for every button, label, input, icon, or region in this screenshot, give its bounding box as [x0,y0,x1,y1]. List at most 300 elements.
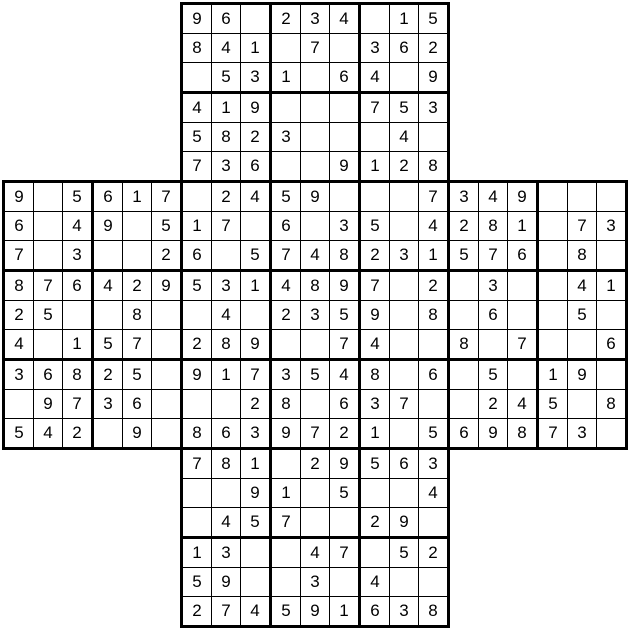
cell-r11c10[interactable] [301,330,330,360]
inactive-filler [568,152,597,182]
cell-r10c18[interactable] [538,301,568,330]
cell-r12c4: 5 [123,360,152,390]
inactive-filler [597,63,627,93]
cell-r8c11: 8 [330,241,360,271]
cell-r8c1[interactable] [34,241,63,271]
inactive-filler [152,34,182,63]
cell-r4c11[interactable] [330,123,360,152]
cell-r11c20: 6 [597,330,627,360]
cell-r9c2: 6 [63,271,93,301]
cell-r14c12: 1 [360,419,390,449]
cell-r14c14: 5 [419,419,449,449]
cell-r6c11[interactable] [330,182,360,212]
cell-r12c14: 6 [419,360,449,390]
cell-r14c4: 9 [123,419,152,449]
inactive-filler [4,597,34,627]
cell-r4c6: 5 [182,123,212,152]
cell-r7c18[interactable] [538,212,568,241]
inactive-filler [123,479,152,508]
inactive-filler [152,63,182,93]
cell-r11c9[interactable] [271,330,301,360]
cell-r3c12: 7 [360,93,390,123]
cell-r1c9[interactable] [271,34,301,63]
cell-r8c8: 5 [241,241,271,271]
inactive-filler [479,152,508,182]
cell-r12c17[interactable] [508,360,538,390]
cell-r6c12[interactable] [360,182,390,212]
inactive-filler [449,538,479,568]
inactive-filler [152,597,182,627]
cell-r5c14: 8 [419,152,449,182]
cell-r18c13: 5 [390,538,419,568]
inactive-filler [63,449,93,479]
inactive-filler [538,63,568,93]
inactive-filler [568,449,597,479]
inactive-filler [597,152,627,182]
cell-r5c11: 9 [330,152,360,182]
cell-r15c12: 5 [360,449,390,479]
cell-r8c3[interactable] [93,241,123,271]
cell-r11c13[interactable] [390,330,419,360]
cell-r14c3[interactable] [93,419,123,449]
cell-r12c20[interactable] [597,360,627,390]
inactive-filler [63,4,93,34]
cell-r17c11[interactable] [330,508,360,538]
inactive-filler [4,508,34,538]
inactive-filler [93,508,123,538]
cell-r20c8: 4 [241,597,271,627]
cell-r6c6[interactable] [182,182,212,212]
inactive-filler [63,479,93,508]
cell-r0c11: 4 [330,4,360,34]
cell-r19c12: 4 [360,568,390,597]
cell-r13c17: 4 [508,390,538,419]
cell-r14c17: 8 [508,419,538,449]
cell-r8c7[interactable] [212,241,241,271]
inactive-filler [538,568,568,597]
cell-r11c6: 2 [182,330,212,360]
cell-r8c20[interactable] [597,241,627,271]
inactive-filler [568,568,597,597]
inactive-filler [93,93,123,123]
cell-r17c12: 2 [360,508,390,538]
cell-r20c11: 1 [330,597,360,627]
inactive-filler [508,4,538,34]
cell-r6c20[interactable] [597,182,627,212]
inactive-filler [479,123,508,152]
cell-r8c13: 3 [390,241,419,271]
inactive-filler [538,597,568,627]
inactive-filler [63,34,93,63]
inactive-filler [34,568,63,597]
inactive-filler [123,123,152,152]
inactive-filler [123,568,152,597]
inactive-filler [4,152,34,182]
cell-r12c15[interactable] [449,360,479,390]
cell-r20c12: 6 [360,597,390,627]
cell-r7c11: 3 [330,212,360,241]
cell-r0c6: 9 [182,4,212,34]
cell-r10c8[interactable] [241,301,271,330]
cell-r11c8: 9 [241,330,271,360]
cell-r11c15: 8 [449,330,479,360]
cell-r10c7: 4 [212,301,241,330]
inactive-filler [93,597,123,627]
inactive-filler [449,508,479,538]
cell-r4c12[interactable] [360,123,390,152]
cell-r18c9[interactable] [271,538,301,568]
cell-r7c10[interactable] [301,212,330,241]
inactive-filler [93,538,123,568]
inactive-filler [538,4,568,34]
cell-r6c17: 9 [508,182,538,212]
inactive-filler [63,568,93,597]
cell-r19c9[interactable] [271,568,301,597]
cell-r15c11: 9 [330,449,360,479]
inactive-filler [508,568,538,597]
cell-r18c11: 7 [330,538,360,568]
inactive-filler [63,152,93,182]
inactive-filler [123,597,152,627]
cell-r13c15[interactable] [449,390,479,419]
cell-r13c18: 5 [538,390,568,419]
cell-r0c8[interactable] [241,4,271,34]
cell-r12c12: 8 [360,360,390,390]
cell-r6c18[interactable] [538,182,568,212]
cell-r17c14[interactable] [419,508,449,538]
inactive-filler [508,508,538,538]
cell-r6c10: 9 [301,182,330,212]
inactive-filler [4,34,34,63]
cell-r6c13[interactable] [390,182,419,212]
cell-r16c9: 1 [271,479,301,508]
cell-r12c19: 9 [568,360,597,390]
cell-r16c12[interactable] [360,479,390,508]
cell-r7c4[interactable] [123,212,152,241]
cell-r2c8: 3 [241,63,271,93]
cell-r5c9[interactable] [271,152,301,182]
cell-r7c13[interactable] [390,212,419,241]
inactive-filler [449,123,479,152]
inactive-filler [4,93,34,123]
cell-r10c19: 5 [568,301,597,330]
cell-r3c6: 4 [182,93,212,123]
cell-r9c9: 4 [271,271,301,301]
cell-r9c17[interactable] [508,271,538,301]
cell-r9c7: 3 [212,271,241,301]
cell-r7c1[interactable] [34,212,63,241]
cell-r12c1: 6 [34,360,63,390]
inactive-filler [34,93,63,123]
cell-r10c6[interactable] [182,301,212,330]
inactive-filler [508,123,538,152]
cell-r12c2: 8 [63,360,93,390]
inactive-filler [93,34,123,63]
cell-r14c11: 2 [330,419,360,449]
cell-r18c10: 4 [301,538,330,568]
inactive-filler [508,449,538,479]
inactive-filler [152,508,182,538]
inactive-filler [568,34,597,63]
inactive-filler [93,449,123,479]
cell-r3c11[interactable] [330,93,360,123]
cell-r16c7[interactable] [212,479,241,508]
cell-r14c13[interactable] [390,419,419,449]
cell-r14c5[interactable] [152,419,182,449]
cell-r11c17: 7 [508,330,538,360]
inactive-filler [597,597,627,627]
inactive-filler [597,4,627,34]
cell-r20c7: 7 [212,597,241,627]
cell-r13c13: 7 [390,390,419,419]
cell-r3c9[interactable] [271,93,301,123]
cell-r13c1: 9 [34,390,63,419]
cell-r11c18[interactable] [538,330,568,360]
cell-r9c1: 7 [34,271,63,301]
cell-r2c10[interactable] [301,63,330,93]
inactive-filler [508,538,538,568]
cell-r14c19: 3 [568,419,597,449]
inactive-filler [93,63,123,93]
cell-r9c14: 2 [419,271,449,301]
cell-r7c14: 4 [419,212,449,241]
cell-r5c13: 2 [390,152,419,182]
inactive-filler [597,508,627,538]
inactive-filler [63,93,93,123]
cell-r14c18: 7 [538,419,568,449]
inactive-filler [597,449,627,479]
inactive-filler [34,597,63,627]
cell-r10c0: 2 [4,301,34,330]
cell-r13c9: 8 [271,390,301,419]
cell-r14c1: 4 [34,419,63,449]
inactive-filler [63,63,93,93]
cell-r13c2: 7 [63,390,93,419]
cell-r19c7: 9 [212,568,241,597]
cell-r4c14[interactable] [419,123,449,152]
inactive-filler [479,449,508,479]
cell-r20c9: 5 [271,597,301,627]
cell-r12c18: 1 [538,360,568,390]
cell-r12c13[interactable] [390,360,419,390]
cell-r14c7: 6 [212,419,241,449]
cell-r11c5[interactable] [152,330,182,360]
inactive-filler [479,597,508,627]
cell-r13c8: 2 [241,390,271,419]
cell-r3c10[interactable] [301,93,330,123]
cell-r6c3: 6 [93,182,123,212]
cell-r6c4: 1 [123,182,152,212]
cell-r8c4[interactable] [123,241,152,271]
inactive-filler [4,4,34,34]
cell-r11c16[interactable] [479,330,508,360]
inactive-filler [449,4,479,34]
inactive-filler [568,479,597,508]
cell-r8c10: 4 [301,241,330,271]
cell-r11c7: 8 [212,330,241,360]
cell-r2c13[interactable] [390,63,419,93]
inactive-filler [568,538,597,568]
inactive-filler [93,568,123,597]
cell-r9c18[interactable] [538,271,568,301]
cell-r9c15[interactable] [449,271,479,301]
cell-r7c6: 1 [182,212,212,241]
inactive-filler [152,479,182,508]
cell-r12c11: 4 [330,360,360,390]
cell-r8c18[interactable] [538,241,568,271]
inactive-filler [538,152,568,182]
inactive-filler [479,568,508,597]
cell-r13c4: 6 [123,390,152,419]
cell-r3c7: 1 [212,93,241,123]
cell-r13c14[interactable] [419,390,449,419]
cell-r6c19[interactable] [568,182,597,212]
cell-r0c10: 3 [301,4,330,34]
cell-r9c13[interactable] [390,271,419,301]
cell-r2c14: 9 [419,63,449,93]
cell-r15c6: 7 [182,449,212,479]
cell-r1c6: 8 [182,34,212,63]
cell-r19c6: 5 [182,568,212,597]
cell-r14c20[interactable] [597,419,627,449]
cell-r2c6[interactable] [182,63,212,93]
cell-r8c5: 2 [152,241,182,271]
cell-r17c6[interactable] [182,508,212,538]
cell-r10c13[interactable] [390,301,419,330]
inactive-filler [34,63,63,93]
cell-r14c2: 2 [63,419,93,449]
cell-r0c12[interactable] [360,4,390,34]
cell-r10c17[interactable] [508,301,538,330]
cell-r14c15: 6 [449,419,479,449]
cell-r9c0: 8 [4,271,34,301]
cell-r12c5[interactable] [152,360,182,390]
cell-r5c10[interactable] [301,152,330,182]
cell-r10c20[interactable] [597,301,627,330]
cell-r13c10[interactable] [301,390,330,419]
cell-r1c13: 6 [390,34,419,63]
cell-r16c14: 4 [419,479,449,508]
sudoku-grid [2,2,628,628]
cell-r16c10[interactable] [301,479,330,508]
inactive-filler [449,479,479,508]
cell-r10c14: 8 [419,301,449,330]
inactive-filler [508,479,538,508]
inactive-filler [152,4,182,34]
cell-r19c13[interactable] [390,568,419,597]
cell-r19c14[interactable] [419,568,449,597]
cell-r8c19: 8 [568,241,597,271]
cell-r11c14[interactable] [419,330,449,360]
cell-r16c13[interactable] [390,479,419,508]
inactive-filler [63,123,93,152]
inactive-filler [4,449,34,479]
cell-r12c0: 3 [4,360,34,390]
cell-r11c4: 7 [123,330,152,360]
inactive-filler [508,597,538,627]
cell-r13c11: 6 [330,390,360,419]
cell-r19c8[interactable] [241,568,271,597]
cell-r6c16: 4 [479,182,508,212]
cell-r6c1[interactable] [34,182,63,212]
cell-r10c3[interactable] [93,301,123,330]
cell-r10c15[interactable] [449,301,479,330]
cell-r17c10[interactable] [301,508,330,538]
cell-r9c12: 7 [360,271,390,301]
cell-r9c4: 2 [123,271,152,301]
cell-r10c2[interactable] [63,301,93,330]
cell-r5c7: 3 [212,152,241,182]
cell-r1c11[interactable] [330,34,360,63]
inactive-filler [34,152,63,182]
inactive-filler [123,4,152,34]
cell-r13c6[interactable] [182,390,212,419]
cell-r15c7: 8 [212,449,241,479]
cell-r14c0: 5 [4,419,34,449]
cell-r2c12: 4 [360,63,390,93]
inactive-filler [449,568,479,597]
inactive-filler [508,34,538,63]
inactive-filler [568,4,597,34]
inactive-filler [123,449,152,479]
cell-r9c8: 1 [241,271,271,301]
cell-r15c13: 6 [390,449,419,479]
inactive-filler [4,568,34,597]
cell-r4c10[interactable] [301,123,330,152]
inactive-filler [538,538,568,568]
cell-r8c15: 5 [449,241,479,271]
inactive-filler [538,34,568,63]
inactive-filler [597,93,627,123]
cell-r13c7[interactable] [212,390,241,419]
cell-r11c1[interactable] [34,330,63,360]
cell-r13c12: 3 [360,390,390,419]
cell-r19c11[interactable] [330,568,360,597]
cell-r20c10: 9 [301,597,330,627]
cell-r7c8[interactable] [241,212,271,241]
cell-r15c14: 3 [419,449,449,479]
cell-r15c9[interactable] [271,449,301,479]
cell-r13c0[interactable] [4,390,34,419]
cell-r18c8[interactable] [241,538,271,568]
cell-r13c5[interactable] [152,390,182,419]
inactive-filler [34,4,63,34]
inactive-filler [152,123,182,152]
cell-r11c19[interactable] [568,330,597,360]
cell-r4c7: 8 [212,123,241,152]
inactive-filler [123,538,152,568]
inactive-filler [93,123,123,152]
cell-r14c8: 3 [241,419,271,449]
inactive-filler [568,63,597,93]
inactive-filler [568,93,597,123]
cell-r16c6[interactable] [182,479,212,508]
cell-r1c14: 2 [419,34,449,63]
cell-r6c15: 3 [449,182,479,212]
inactive-filler [479,479,508,508]
cell-r13c19[interactable] [568,390,597,419]
cell-r18c12[interactable] [360,538,390,568]
cell-r19c10: 3 [301,568,330,597]
cell-r1c7: 4 [212,34,241,63]
inactive-filler [152,449,182,479]
cell-r10c5[interactable] [152,301,182,330]
cell-r7c0: 6 [4,212,34,241]
cell-r14c6: 8 [182,419,212,449]
cell-r12c3: 2 [93,360,123,390]
cell-r20c14: 8 [419,597,449,627]
inactive-filler [34,123,63,152]
